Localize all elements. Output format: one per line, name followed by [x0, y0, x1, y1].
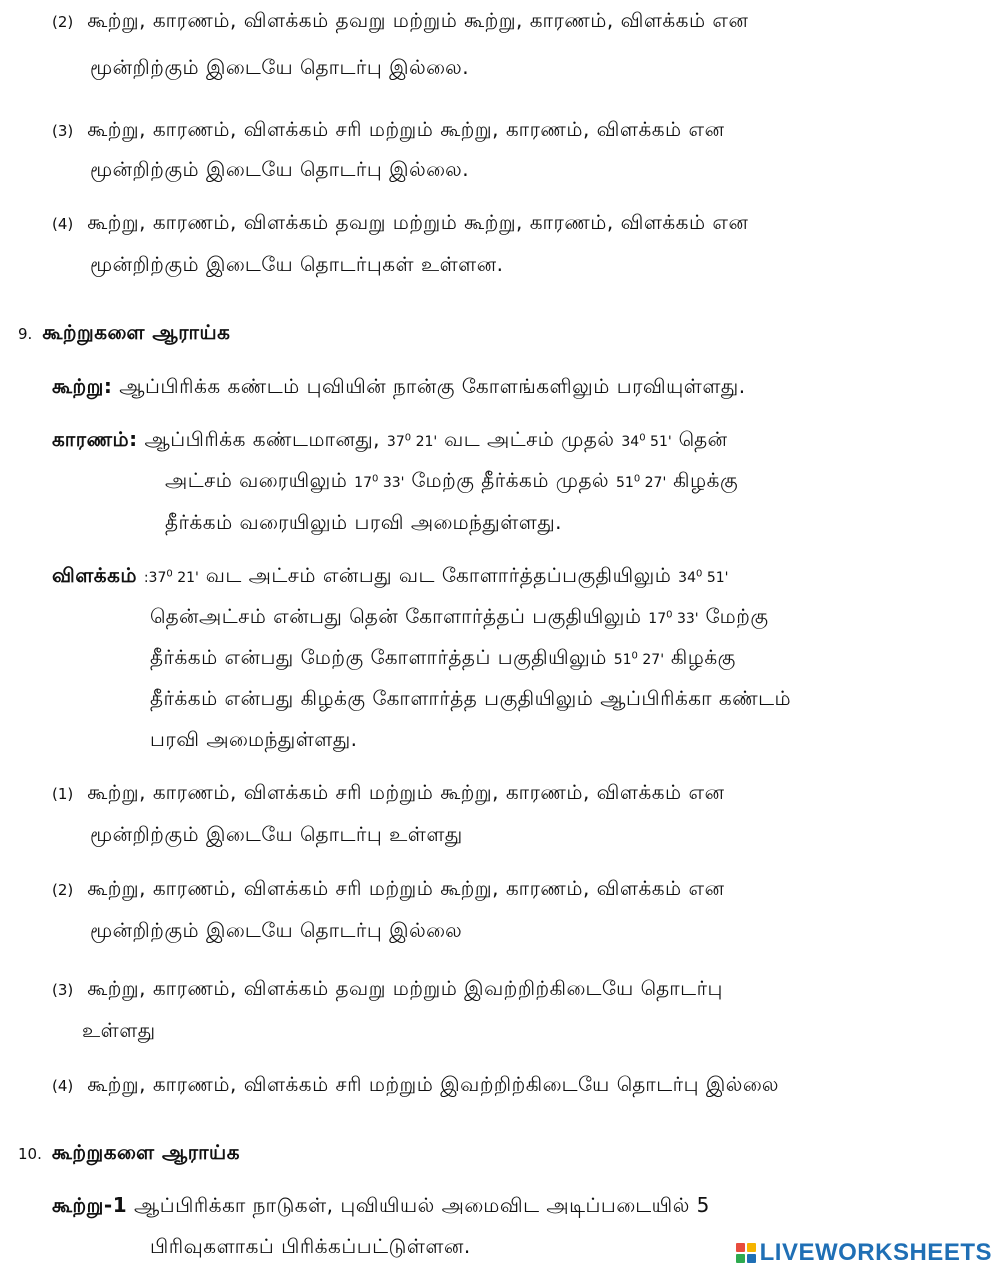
q9-option-3-line1: (3) கூற்று, காரணம், விளக்கம் தவறு மற்றும் இவற்றிற்கிடையே தொடர்பு [52, 976, 723, 1000]
prev-option-2-line2: மூன்றிற்கும் இடையே தொடர்பு இல்லை. [90, 55, 470, 79]
prev-option-3-line2: மூன்றிற்கும் இடையே தொடர்பு இல்லை. [90, 157, 470, 181]
q9-reason-line1: காரணம்: ஆப்பிரிக்க கண்டமானது, $37^0$ 21' வட அட்சம் முதல் $34^0$ 51' தென் [52, 427, 728, 451]
q9-option-3-line2: உள்ளது [82, 1018, 156, 1042]
q9-option-2-line2: மூன்றிற்கும் இடையே தொடர்பு இல்லை [90, 918, 463, 942]
q10-statement-line1: கூற்று-1 ஆப்பிரிக்கா நாடுகள், புவியியல் அமைவிட அடிப்படையில் 5 [52, 1193, 710, 1217]
logo-square-yellow [747, 1243, 756, 1252]
logo-square-green [736, 1254, 745, 1263]
prev-option-3-line1: (3) கூற்று, காரணம், விளக்கம் சரி மற்றும் கூற்று, காரணம், விளக்கம் என [52, 117, 725, 141]
q9-reason-line3: தீர்க்கம் வரையிலும் பரவி அமைந்துள்ளது. [165, 510, 563, 534]
q9-option-1-line1: (1) கூற்று, காரணம், விளக்கம் சரி மற்றும் கூற்று, காரணம், விளக்கம் என [52, 780, 725, 804]
liveworksheets-logo-text: LIVEWORKSHEETS [759, 1239, 992, 1266]
q9-option-4-line1: (4) கூற்று, காரணம், விளக்கம் சரி மற்றும் இவற்றிற்கிடையே தொடர்பு இல்லை [52, 1072, 779, 1096]
q10-statement-line2: பிரிவுகளாகப் பிரிக்கப்பட்டுள்ளன. [150, 1234, 471, 1258]
q9-explanation-line2: தென்அட்சம் என்பது தென் கோளார்த்தப் பகுதியிலும் $17^0$ 33' மேற்கு [150, 604, 769, 628]
q9-explanation-line1: விளக்கம் $:37^0$ 21' வட அட்சம் என்பது வட கோளார்த்தப்பகுதியிலும் $34^0$ 51' [52, 563, 729, 587]
q9-explanation-line5: பரவி அமைந்துள்ளது. [150, 727, 358, 751]
prev-option-2-line1: (2) கூற்று, காரணம், விளக்கம் தவறு மற்றும் கூற்று, காரணம், விளக்கம் என [52, 8, 749, 32]
logo-square-red [736, 1243, 745, 1252]
q9-title: 9. கூற்றுகளை ஆராய்க [18, 320, 231, 344]
liveworksheets-logo [736, 1236, 992, 1270]
q10-title: 10. கூற்றுகளை ஆராய்க [18, 1140, 240, 1164]
q9-option-2-line1: (2) கூற்று, காரணம், விளக்கம் சரி மற்றும் கூற்று, காரணம், விளக்கம் என [52, 876, 725, 900]
q9-option-1-line2: மூன்றிற்கும் இடையே தொடர்பு உள்ளது [90, 822, 463, 846]
q9-explanation-line3: தீர்க்கம் என்பது மேற்கு கோளார்த்தப் பகுதியிலும் $51^0$ 27' கிழக்கு [150, 645, 736, 669]
logo-square-blue [747, 1254, 756, 1263]
q9-statement: கூற்று: ஆப்பிரிக்க கண்டம் புவியின் நான்கு கோளங்களிலும் பரவியுள்ளது. [52, 374, 746, 398]
liveworksheets-logo-icon [736, 1243, 756, 1263]
prev-option-4-line1: (4) கூற்று, காரணம், விளக்கம் தவறு மற்றும் கூற்று, காரணம், விளக்கம் என [52, 210, 749, 234]
q9-reason-line2: அட்சம் வரையிலும் $17^0$ 33' மேற்கு தீர்க்கம் முதல் $51^0$ 27' கிழக்கு [165, 468, 739, 492]
prev-option-4-line2: மூன்றிற்கும் இடையே தொடர்புகள் உள்ளன. [90, 252, 504, 276]
q9-explanation-line4: தீர்க்கம் என்பது கிழக்கு கோளார்த்த பகுதியிலும் ஆப்பிரிக்கா கண்டம் [150, 686, 792, 710]
